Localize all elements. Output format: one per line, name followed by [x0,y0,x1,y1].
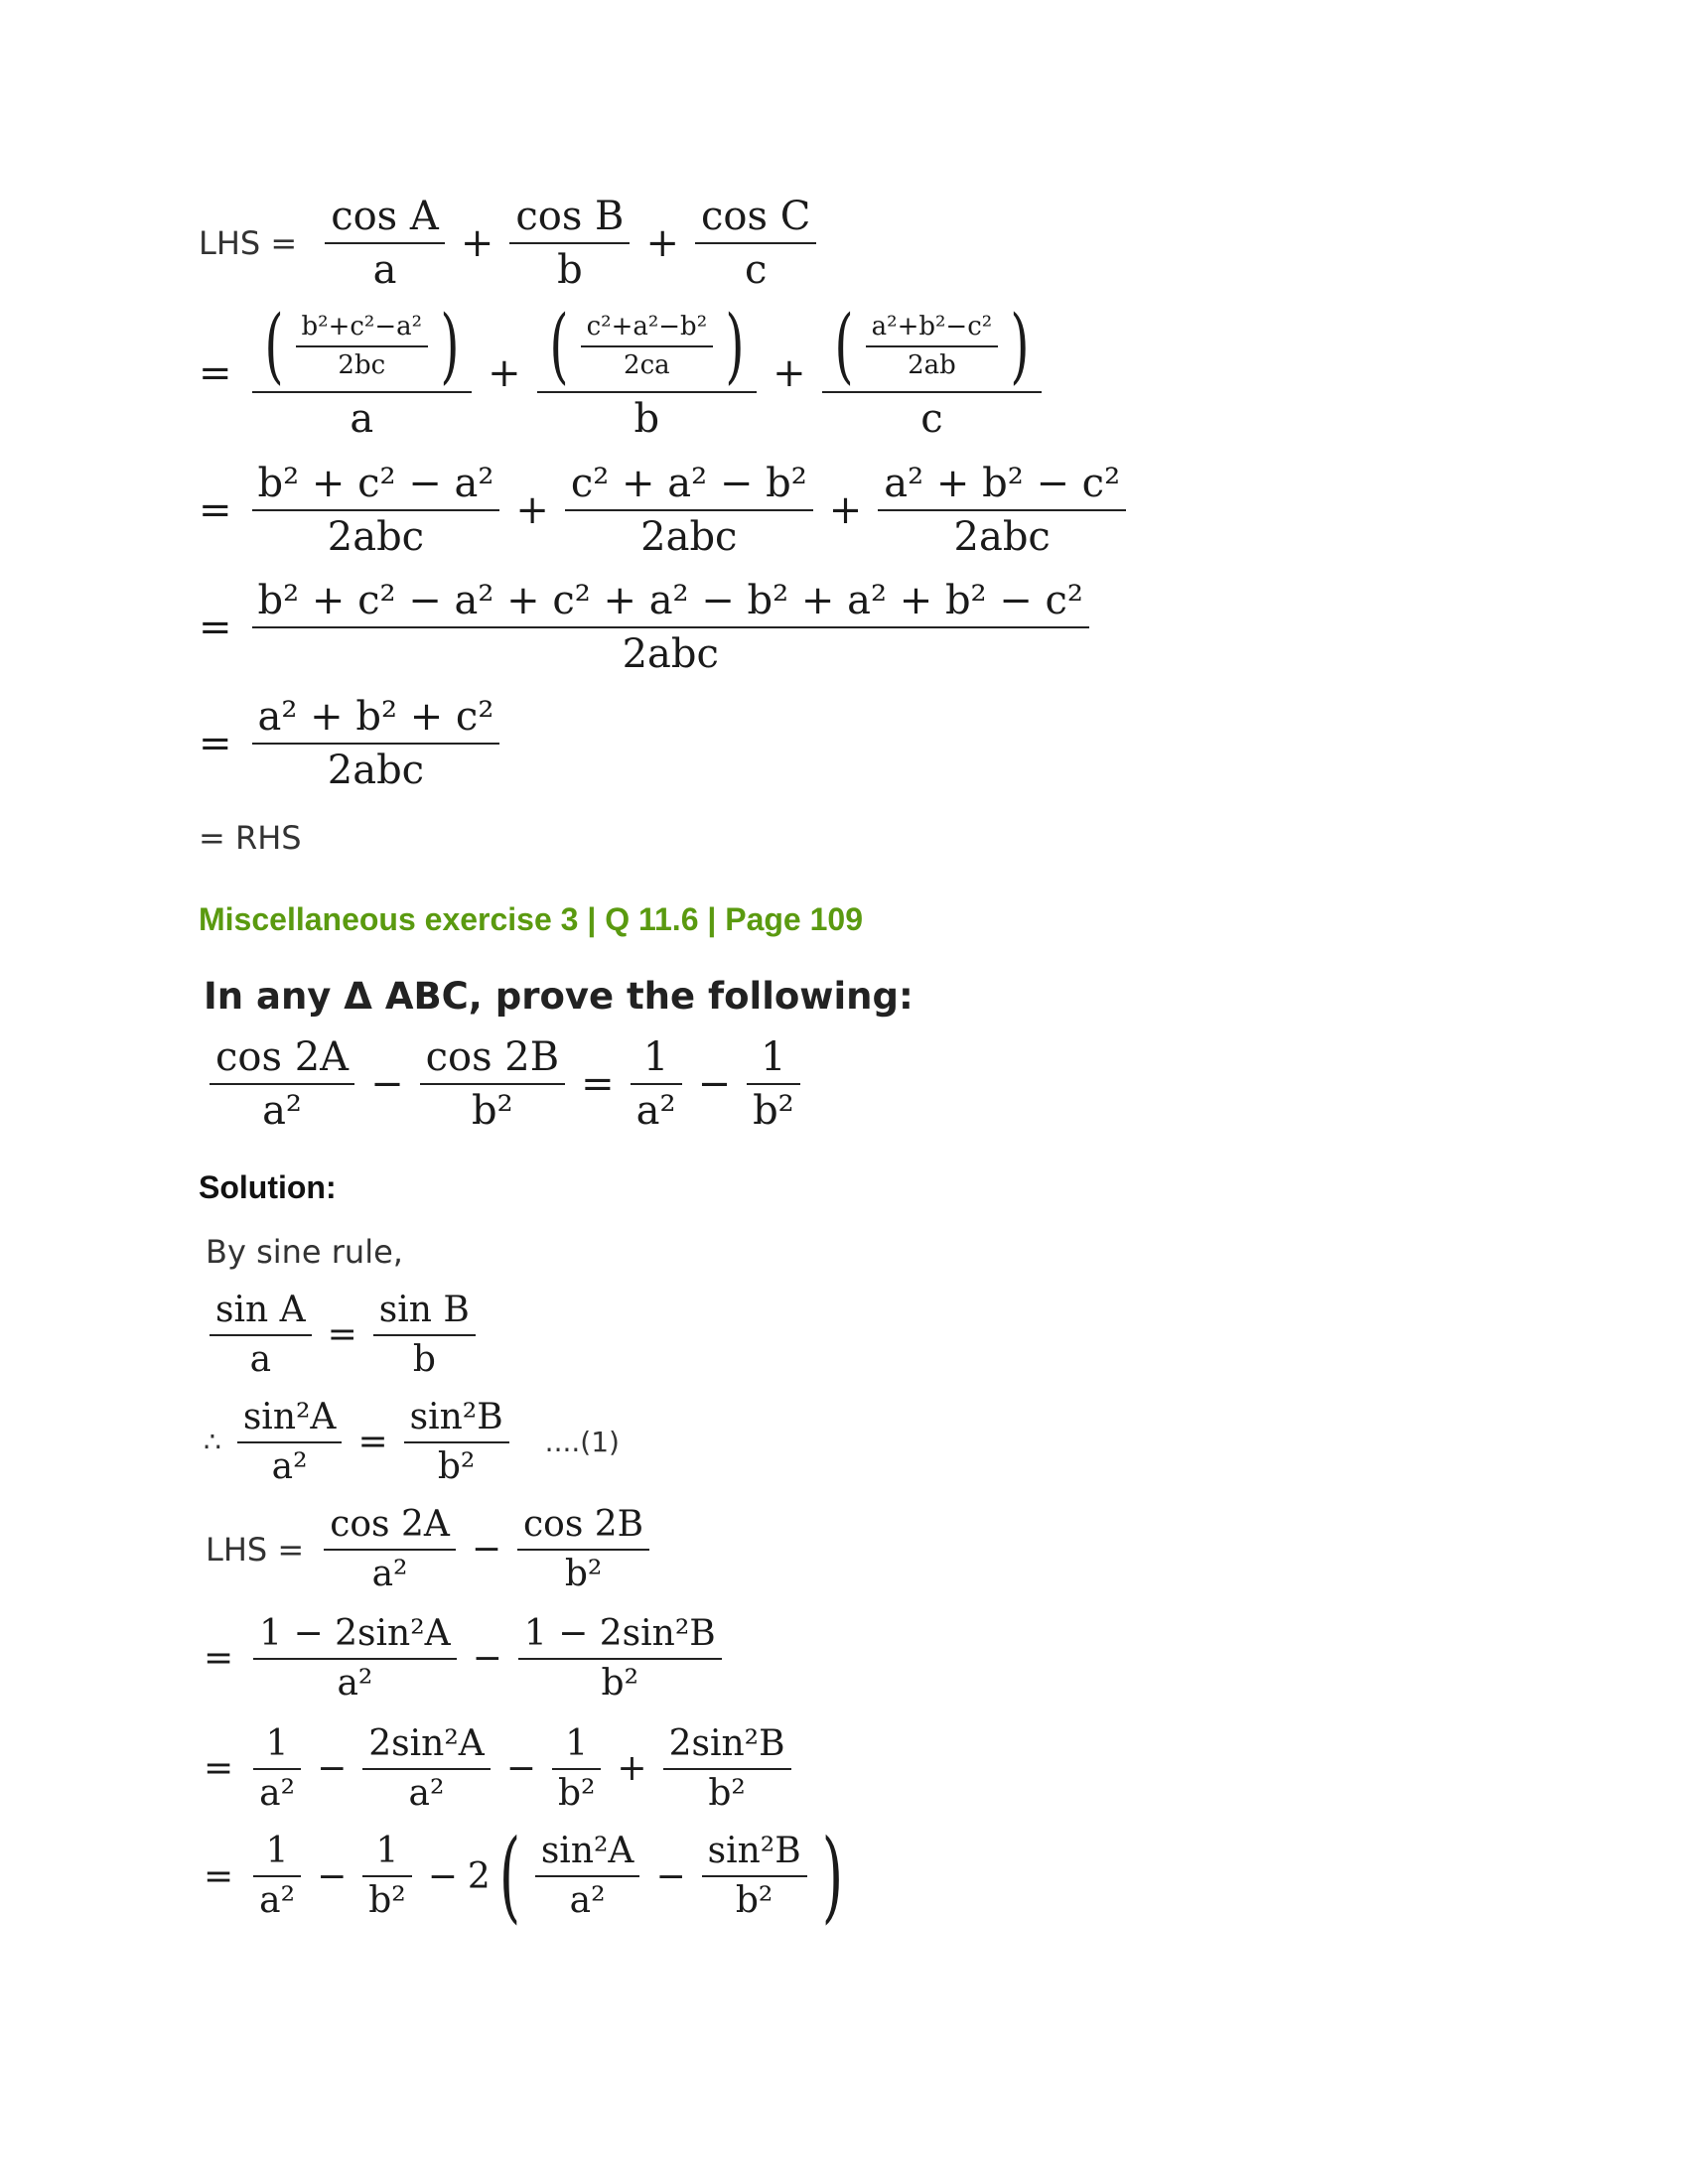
minus-sign: − [655,1855,686,1897]
fraction: $\frac{1}{\text{a²}}$ [253,1832,301,1920]
equals-sign: = [199,721,232,766]
fraction: $\frac{\text{2sin²B}}{\text{b²}}$ [663,1724,791,1813]
fraction: $\frac{\text{sin²A}}{\text{a²}}$ [535,1832,640,1920]
equals-sign: = [581,1061,615,1107]
minus-sign: − [370,1061,404,1107]
minus-sign: − [472,1638,502,1680]
fraction: $\frac{1}{\text{a²}}$ [631,1035,682,1133]
equals-sign: = [357,1422,388,1463]
fraction: $\frac{1}{\text{a²}}$ [253,1724,301,1813]
squared-ratio [204,1398,620,1486]
fraction: $\frac{\text{sin²A}}{\text{a²}}$ [237,1398,343,1486]
minus-sign: − [317,1855,348,1897]
plus-sign: + [773,350,806,396]
equals-sign: = [199,605,232,650]
fraction: $\frac{\text{cos B}}{b}$ [509,195,630,292]
solution-step-4 [204,1818,852,1934]
minus-sign: − [697,1061,732,1107]
equals-sign: = [204,1748,234,1790]
parenthesized-group: ( $\frac{\text{sin²A}}{\text{a²}}$ − $\frac{\text{sin²B}}{\text{b²}}$ ) [498,1818,843,1934]
equals-sign: = [204,1638,234,1680]
question-text: In any Δ ABC, prove the following: [204,975,914,1018]
compound-fraction: ( $\frac{\text{a²+b²−c²}}{2ab}$ ) c [822,306,1043,441]
plus-sign: + [460,220,494,266]
minus-sign: − [427,1855,458,1897]
fraction: $\frac{\text{2sin²A}}{\text{a²}}$ [362,1724,491,1813]
coefficient: 2 [467,1855,491,1897]
fraction: $\frac{\text{1 − 2sin²A}}{\text{a²}}$ [253,1614,456,1703]
fraction: $\frac{\text{sin A}}{a}$ [210,1291,312,1379]
equation-tag: ....(1) [544,1426,620,1459]
fraction: $\frac{\text{cos A}}{a}$ [325,195,445,292]
step-line-2 [199,299,1048,442]
equals-sign: = [199,487,232,533]
fraction: $\frac{\text{b² + c² − a²}}{\text{2abc}}$ [252,462,500,559]
fraction: $\frac{1}{\text{b²}}$ [362,1832,411,1920]
fraction: $\frac{\text{sin²B}}{\text{b²}}$ [404,1398,509,1486]
equals-sign: = [327,1314,357,1356]
solution-intro: By sine rule, [206,1233,403,1271]
fraction: $\frac{\text{cos C}}{c}$ [695,195,816,292]
exercise-heading: Miscellaneous exercise 3 | Q 11.6 | Page 109 [199,901,863,937]
fraction: $\frac{\text{sin B}}{b}$ [373,1291,476,1379]
therefore-symbol: ∴ [204,1426,221,1459]
lhs-label: LHS = [199,224,298,262]
solution-step-3 [204,1724,797,1813]
solution-step-2 [204,1614,728,1703]
question-equation [204,1035,806,1133]
solution-label: Solution: [199,1169,337,1205]
minus-sign: − [317,1748,348,1790]
plus-sign: + [515,487,549,533]
plus-sign: + [617,1748,647,1790]
equals-sign: = [204,1855,234,1897]
step-line-3 [199,462,1132,559]
fraction: $\frac{\cos 2A}{\text{a²}}$ [210,1035,354,1133]
solution-lhs [206,1505,655,1593]
fraction: $\frac{\cos 2B}{\text{b²}}$ [517,1505,649,1593]
fraction: $\frac{\text{sin²B}}{\text{b²}}$ [702,1832,807,1920]
equals-sign: = [199,350,232,396]
fraction: $\frac{1}{\text{b²}}$ [747,1035,800,1133]
lhs-label: LHS = [206,1530,305,1569]
compound-fraction: ( $\frac{\text{b²+c²−a²}}{2bc}$ ) a [252,306,473,441]
step-line-4 [199,579,1095,676]
plus-sign: + [488,350,521,396]
sine-rule [204,1291,482,1379]
plus-sign: + [645,220,679,266]
fraction: $\frac{1}{\text{b²}}$ [552,1724,601,1813]
lhs-line-1 [199,195,822,292]
minus-sign: − [471,1529,502,1570]
compound-fraction: ( $\frac{\text{c²+a²−b²}}{2ca}$ ) b [537,306,758,441]
fraction: $\frac{\text{c² + a² − b²}}{\text{2abc}}$ [565,462,813,559]
fraction: $\frac{\text{b² + c² − a² + c² + a² − b² + a² + b² − c²}}{\text{2abc}}$ [252,579,1089,676]
rhs-conclusion: = RHS [199,819,302,857]
fraction: $\frac{\cos 2B}{\text{b²}}$ [420,1035,566,1133]
minus-sign: − [505,1748,536,1790]
fraction: $\frac{\text{a² + b² − c²}}{\text{2abc}}$ [878,462,1126,559]
fraction: $\frac{\text{a² + b² + c²}}{\text{2abc}}$ [252,695,500,792]
fraction: $\frac{\text{1 − 2sin²B}}{\text{b²}}$ [518,1614,722,1703]
plus-sign: + [828,487,863,533]
fraction: $\frac{\cos 2A}{\text{a²}}$ [324,1505,456,1593]
step-line-5 [199,695,505,792]
